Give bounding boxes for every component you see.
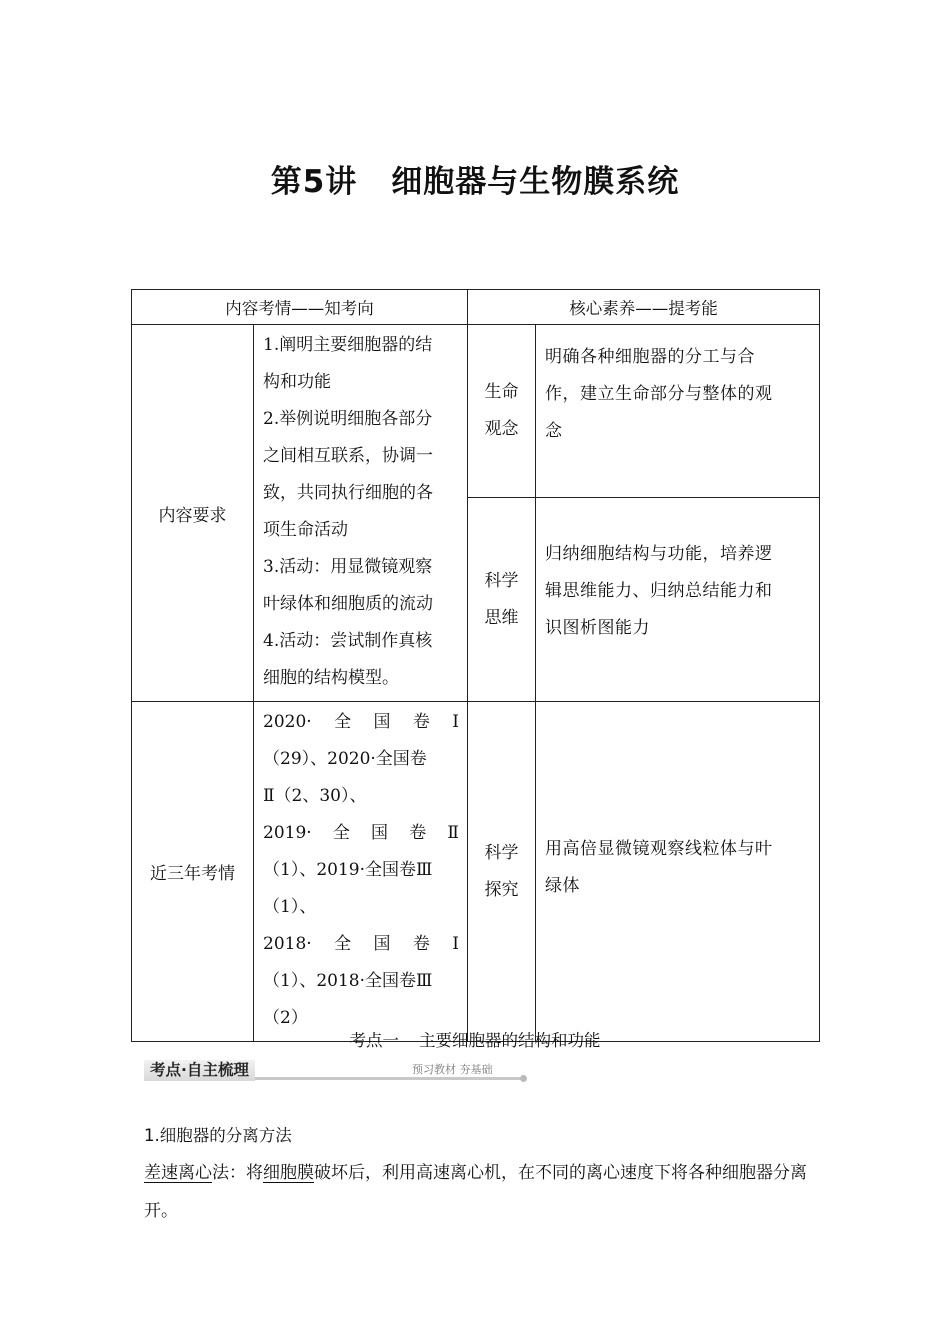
literacy-desc: 明确各种细胞器的分工与合 作，建立生命部分与整体的观 念 [536, 325, 820, 498]
row-label-requirements: 内容要求 [132, 325, 254, 702]
literacy-term: 科学 探究 [468, 702, 536, 1042]
literacy-desc: 用高倍显微镜观察线粒体与叶 绿体 [536, 702, 820, 1042]
header-literacy: 核心素养——提考能 [468, 290, 820, 325]
banner-dot [520, 1075, 527, 1082]
lecture-number: 第5讲 [270, 164, 358, 200]
paragraph: 差速离心法：将细胞膜破坏后，利用高速离心机，在不同的离心速度下将各种细胞器分离开。 [144, 1163, 807, 1221]
row-label-exam-history: 近三年考情 [132, 702, 254, 1042]
literacy-term: 生命 观念 [468, 325, 536, 498]
literacy-desc: 归纳细胞结构与功能，培养逻 辑思维能力、归纳总结能力和 识图析图能力 [536, 498, 820, 702]
section-banner [144, 1060, 524, 1082]
term-cell-membrane: 细胞膜 [263, 1163, 314, 1183]
banner-subtitle: 预习教材 夯基础 [412, 1063, 493, 1076]
page-title [0, 156, 950, 201]
banner-tab: 考点·自主梳理 [144, 1060, 255, 1081]
subsection-heading: 1.细胞器的分离方法 [144, 1126, 292, 1145]
lecture-topic: 细胞器与生物膜系统 [391, 164, 680, 200]
section-title: 考点一 主要细胞器的结构和功能 [349, 1031, 601, 1050]
literacy-term: 科学 思维 [468, 498, 536, 702]
requirements-table [131, 289, 820, 1042]
requirements-text: 1.阐明主要细胞器的结 构和功能 2.举例说明细胞各部分 之间相互联系，协调一 致，共同执行细胞的各 项生命活动 3.活动：用显微镜观察 叶绿体和细胞质的流动 4.活动：尝试制作真核 细胞的结构模型。 [254, 325, 468, 702]
header-content: 内容考情——知考向 [132, 290, 468, 325]
exam-history-text: 2020· 全 国 卷 Ⅰ （29）、2020·全国卷 Ⅱ（2、30）、 2019· 全 国 卷 Ⅱ （1）、2019·全国卷Ⅲ （1）、 2018· 全 国 卷 Ⅰ （1）、2018·全国卷Ⅲ （2） [254, 702, 468, 1042]
term-differential-centrifugation: 差速离心 [144, 1163, 212, 1183]
